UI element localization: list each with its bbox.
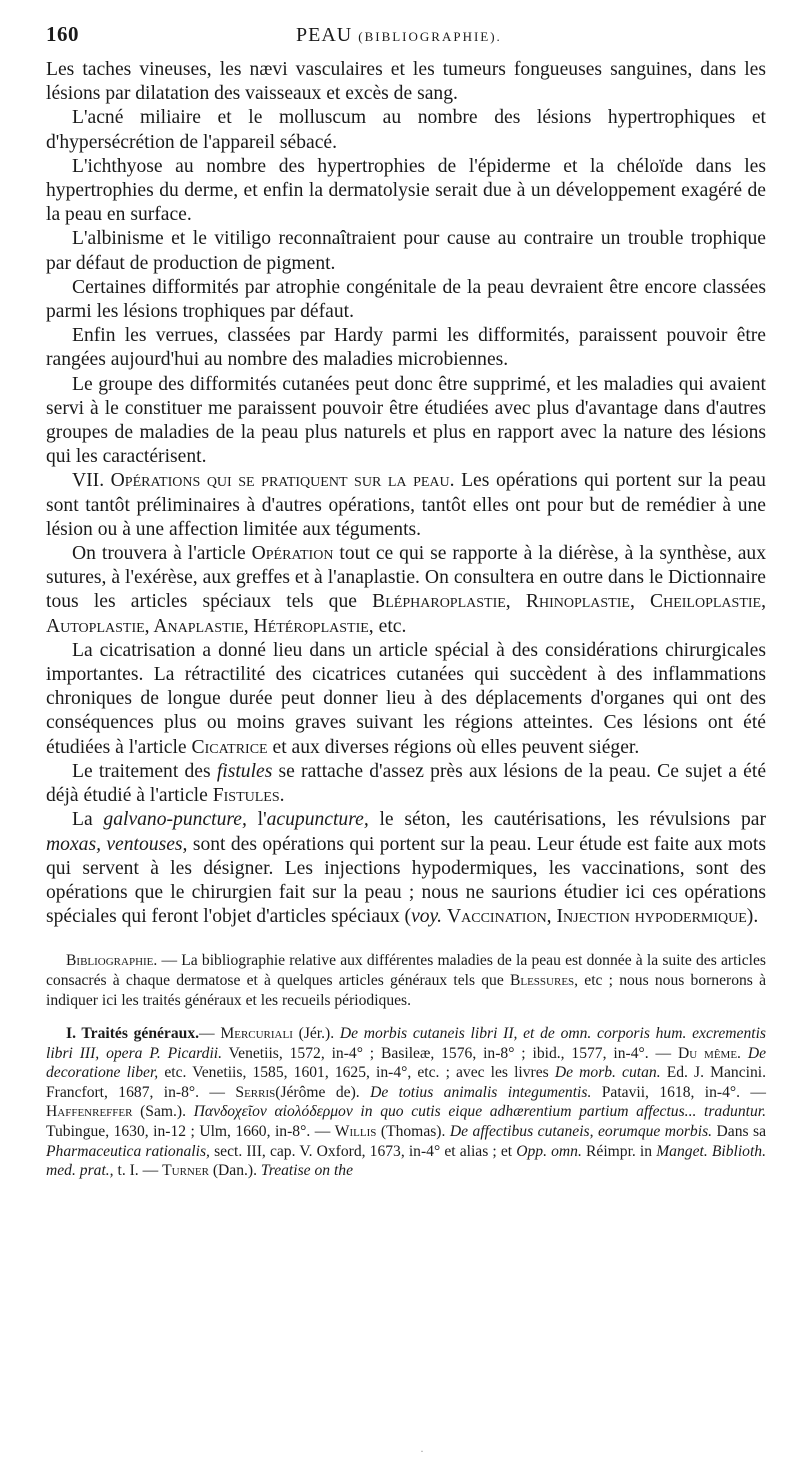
text-fragment: Venetiis, 1572, in-4° ; Basileæ, 1576, in-8° ; ibid., 1577, in-4°. — <box>228 1044 672 1062</box>
cross-reference: Blessures, <box>509 971 579 989</box>
text-fragment: (Thomas). <box>380 1123 446 1141</box>
cross-reference-list: Blépharoplastie, Rhinoplastie, Cheiloplastie, Autoplastie, Anaplastie, Hétéroplastie, <box>46 591 766 637</box>
book-title: Πανδοχεῖον αἰολόδερμον in quo cutis eique adhærentium partium affectus... traduntur. <box>193 1103 766 1121</box>
cross-reference: Cicatrice <box>191 736 268 758</box>
text-fragment: — La bibliographie relative aux différentes maladies de la peau est donnée à la suite des articles consacrés à chaque dermatose et à quelques articles généraux tels que <box>46 952 766 989</box>
text-fragment: (Jér.). <box>298 1025 335 1043</box>
page-number: 160 <box>46 22 79 46</box>
paragraph-ichthyose: L'ichthyose au nombre des hypertrophies de l'épiderme et la chéloïde dans les hypertrophies du derme, et enfin la dermatolysie serait due à un développement exagéré de la peau en surface. <box>46 155 766 226</box>
text-fragment: tout ce qui se rapporte à la diérèse, à la synthèse, aux sutures, à l'exérèse, aux greffes et à l'anaplastie. On consultera en outre dans le Dictionnaire tous les articles spéciaux tels que <box>46 543 766 613</box>
paragraph-groupe: Le groupe des difformités cutanées peut donc être supprimé, et les maladies qui avaient servi à le constituer me paraissent pouvoir être étudiées avec plus d'avantage dans d'autres groupes de maladies de la peau plus naturels et plus en rapport avec la nature des lésions qui les caractérisent. <box>46 373 766 468</box>
page-header <box>46 22 766 58</box>
book-title: Manget. Biblioth. med. prat., <box>46 1142 766 1180</box>
section-heading-operations: VII. Opérations qui se pratiquent sur la peau. <box>72 470 455 492</box>
text-fragment: On trouvera à l'article <box>72 543 246 565</box>
paragraph-albinisme: L'albinisme et le vitiligo reconnaîtraient pour cause au contraire un trouble trophique par défaut de production de pigment. <box>46 228 766 274</box>
author-name: Du même. <box>677 1044 741 1062</box>
text-fragment: le séton, les cautérisations, les révulsions par <box>379 809 766 831</box>
book-title: De decoratione liber, <box>46 1044 766 1082</box>
bibliography-traites-generaux <box>46 1024 766 1181</box>
book-title: De totius animalis integumentis. <box>370 1083 592 1101</box>
text-fragment: etc. Venetiis, 1585, 1601, 1625, in-4°, etc. ; avec les livres <box>164 1064 549 1082</box>
text-fragment: l' <box>257 809 267 831</box>
text-fragment: et aux diverses régions où elles peuvent siéger. <box>272 736 640 758</box>
text-fragment: sect. III, cap. V. Oxford, 1673, in-4° et alias ; et <box>214 1142 513 1160</box>
text-fragment: se rattache d'assez près aux lésions de la peau. Ce sujet a été déjà étudié à l'article <box>46 760 767 807</box>
text-fragment: Réimpr. in <box>586 1142 653 1160</box>
cross-reference-list: Vaccination, Injection hypodermique <box>446 906 747 928</box>
text-fragment: Tubingue, 1630, in-12 ; Ulm, 1660, in-8°. — <box>46 1123 331 1141</box>
book-title: Opp. omn. <box>516 1142 582 1160</box>
paragraph-acne: L'acné miliaire et le molluscum au nombre des lésions hypertrophiques et d'hypersécrétion de l'appareil sébacé. <box>46 107 766 153</box>
paragraph-verrues: Enfin les verrues, classées par Hardy parmi les difformités, paraissent pouvoir être rangées aujourd'hui au nombre des maladies microbiennes. <box>46 325 766 371</box>
text-fragment: ). <box>746 906 759 928</box>
text-fragment: Le traitement des <box>72 760 211 782</box>
cross-reference: Fistules. <box>212 785 285 807</box>
text-fragment: etc ; nous nous bornerons à indiquer ici les traités généraux et les recueils périodiques. <box>46 971 767 1009</box>
author-name: Willis <box>334 1123 377 1141</box>
text-fragment: (Jérôme de). <box>275 1083 360 1101</box>
running-title-sub: (BIBLIOGRAPHIE). <box>358 29 502 44</box>
author-name: Mercuriali <box>220 1025 293 1043</box>
text-fragment: — <box>199 1025 215 1043</box>
book-title: Pharmaceutica rationalis, <box>46 1142 210 1160</box>
emphasis: voy. <box>411 906 443 928</box>
book-title: De morb. cutan. <box>554 1064 661 1082</box>
bibliography-label: Bibliographie. <box>66 952 158 970</box>
text-fragment: Ed. J. Mancini. Francfort, 1687, in-8°. — <box>46 1064 766 1101</box>
paragraph-cicatrisation <box>46 639 766 760</box>
text-fragment: (Sam.). <box>140 1103 187 1121</box>
text-fragment: etc. <box>378 615 407 637</box>
footer-speck: · <box>420 1444 424 1458</box>
book-title: De affectibus cutaneis, eorumque morbis. <box>449 1123 713 1141</box>
running-title <box>296 24 502 47</box>
book-title: Treatise on the <box>260 1162 354 1180</box>
paragraph-operations <box>46 469 766 542</box>
emphasis: moxas, ventouses, <box>46 833 188 855</box>
text-fragment: Patavii, 1618, in-4°. — <box>601 1083 767 1101</box>
paragraph-galvano <box>46 808 766 929</box>
paragraph-taches: Les taches vineuses, les nævi vasculaires et les tumeurs fongueuses sanguines, dans les lésions par dilatation des vaisseaux et excès de sang. <box>46 59 766 105</box>
author-name: Haffenreffer <box>46 1103 133 1121</box>
cross-reference: Opération <box>251 543 334 565</box>
bibliography-section <box>46 951 766 1181</box>
text-fragment: La cicatrisation a donné lieu dans un article spécial à des considérations chirurgicales importantes. La rétractilité des cicatrices cutanées qui succèdent à des inflammations chroniques de longue durée peut donner lieu à des déplacements d'organes qui ont des conséquences plus ou moins graves suivant les régions atteintes. Ces lésions ont été étudiées à l'article <box>46 639 766 758</box>
paragraph-operations-text: Les opérations qui portent sur la peau sont tantôt préliminaires à d'autres opérations, tantôt elles ont pour but de remédier à une lésion ou à une affection limitée aux téguments. <box>46 470 766 540</box>
author-name: Serris <box>235 1083 276 1101</box>
running-title-main: PEAU <box>296 24 353 46</box>
text-fragment: (Dan.). <box>212 1162 257 1180</box>
emphasis: galvano-puncture, <box>103 809 247 831</box>
bibliography-intro <box>46 951 766 1010</box>
paragraph-difformites: Certaines difformités par atrophie congénitale de la peau devraient être encore classées parmi les lésions trophiques par défaut. <box>46 276 766 323</box>
text-fragment: sont des opérations qui portent sur la peau. Leur étude est faite aux mots qui servent à les désigner. Les injections hypodermiques, les vaccinations, sont des opérations que le chirurgien fait sur la peau ; nous ne saurions étudier ici ces opérations spéciales qui feront l'objet d'articles spéciaux ( <box>46 833 767 928</box>
bibliography-subheading: I. Traités généraux. <box>66 1025 200 1043</box>
text-fragment: t. I. — <box>117 1162 159 1180</box>
text-fragment: Dans sa <box>716 1123 767 1141</box>
paragraph-article-operation <box>46 542 766 639</box>
author-name: Turner <box>162 1162 209 1180</box>
paragraph-fistules <box>46 760 766 808</box>
emphasis: acupuncture, <box>266 809 369 831</box>
book-title: De morbis cutaneis libri II, et de omn. corporis hum. excrementis libri III, opera P. Picardii. <box>46 1025 766 1062</box>
emphasis: fistules <box>216 760 273 782</box>
text-fragment: La <box>72 809 93 831</box>
body-text <box>46 58 766 929</box>
